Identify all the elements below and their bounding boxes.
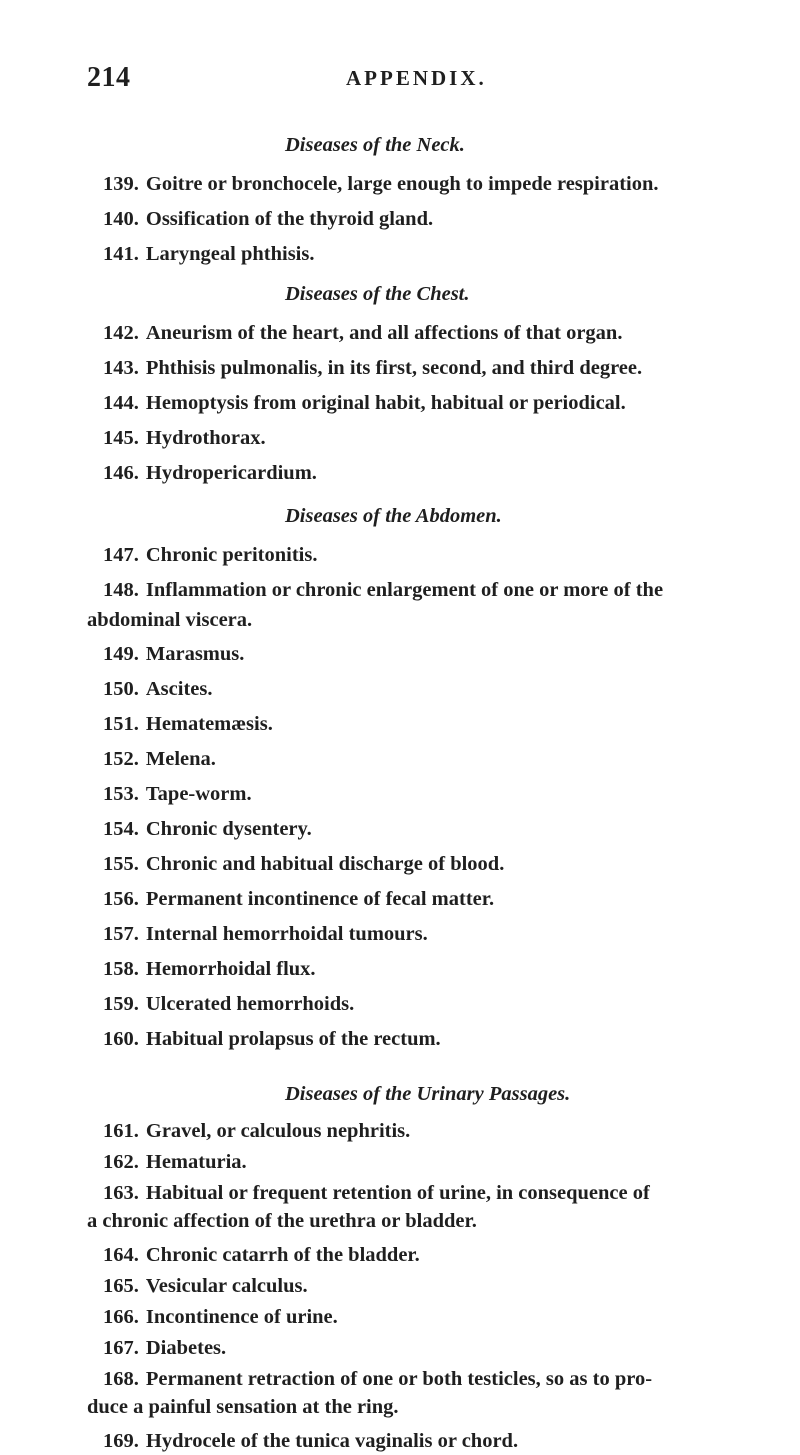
list-item: 147. Chronic peritonitis. — [103, 544, 318, 566]
list-item: 154. Chronic dysentery. — [103, 818, 312, 840]
page-number: 214 — [87, 62, 131, 93]
list-item: 168. Permanent retraction of one or both testicles, so as to pro- — [103, 1368, 653, 1390]
running-title: APPENDIX. — [346, 66, 487, 90]
list-item: 153. Tape-worm. — [103, 783, 252, 805]
running-head — [87, 62, 757, 98]
list-item: 141. Laryngeal phthisis. — [103, 243, 315, 265]
list-item: 165. Vesicular calculus. — [103, 1275, 308, 1297]
list-item: 164. Chronic catarrh of the bladder. — [103, 1244, 420, 1266]
list-item: 166. Incontinence of urine. — [103, 1306, 338, 1328]
list-item: 163. Habitual or frequent retention of urine, in consequence of — [103, 1182, 650, 1204]
list-item: 162. Hematuria. — [103, 1151, 247, 1173]
section-heading-chest: Diseases of the Chest. — [285, 283, 470, 305]
list-item: 161. Gravel, or calculous nephritis. — [103, 1120, 411, 1142]
list-item: 152. Melena. — [103, 748, 216, 770]
list-item: 157. Internal hemorrhoidal tumours. — [103, 923, 428, 945]
list-item: 160. Habitual prolapsus of the rectum. — [103, 1028, 441, 1050]
section-heading-neck: Diseases of the Neck. — [285, 134, 465, 156]
list-item: 149. Marasmus. — [103, 643, 245, 665]
list-item: 156. Permanent incontinence of fecal matter. — [103, 888, 495, 910]
list-item-continuation: duce a painful sensation at the ring. — [87, 1396, 399, 1418]
list-item: 150. Ascites. — [103, 678, 213, 700]
list-item: 159. Ulcerated hemorrhoids. — [103, 993, 355, 1015]
list-item: 142. Aneurism of the heart, and all affections of that organ. — [103, 322, 623, 344]
list-item: 155. Chronic and habitual discharge of blood. — [103, 853, 505, 875]
list-item: 139. Goitre or bronchocele, large enough to impede respiration. — [103, 173, 659, 195]
list-item-continuation: a chronic affection of the urethra or bladder. — [87, 1210, 477, 1232]
list-item: 145. Hydrothorax. — [103, 427, 266, 449]
list-item: 158. Hemorrhoidal flux. — [103, 958, 316, 980]
list-item: 148. Inflammation or chronic enlargement of one or more of the — [103, 579, 664, 601]
list-item-continuation: abdominal viscera. — [87, 609, 253, 631]
list-item: 169. Hydrocele of the tunica vaginalis or chord. — [103, 1430, 519, 1452]
list-item: 151. Hematemæsis. — [103, 713, 273, 735]
list-item: 143. Phthisis pulmonalis, in its first, second, and third degree. — [103, 357, 643, 379]
list-item: 140. Ossification of the thyroid gland. — [103, 208, 434, 230]
section-heading-urinary: Diseases of the Urinary Passages. — [285, 1083, 571, 1105]
list-item: 167. Diabetes. — [103, 1337, 227, 1359]
section-heading-abdomen: Diseases of the Abdomen. — [285, 505, 502, 527]
list-item: 146. Hydropericardium. — [103, 462, 317, 484]
list-item: 144. Hemoptysis from original habit, habitual or periodical. — [103, 392, 626, 414]
